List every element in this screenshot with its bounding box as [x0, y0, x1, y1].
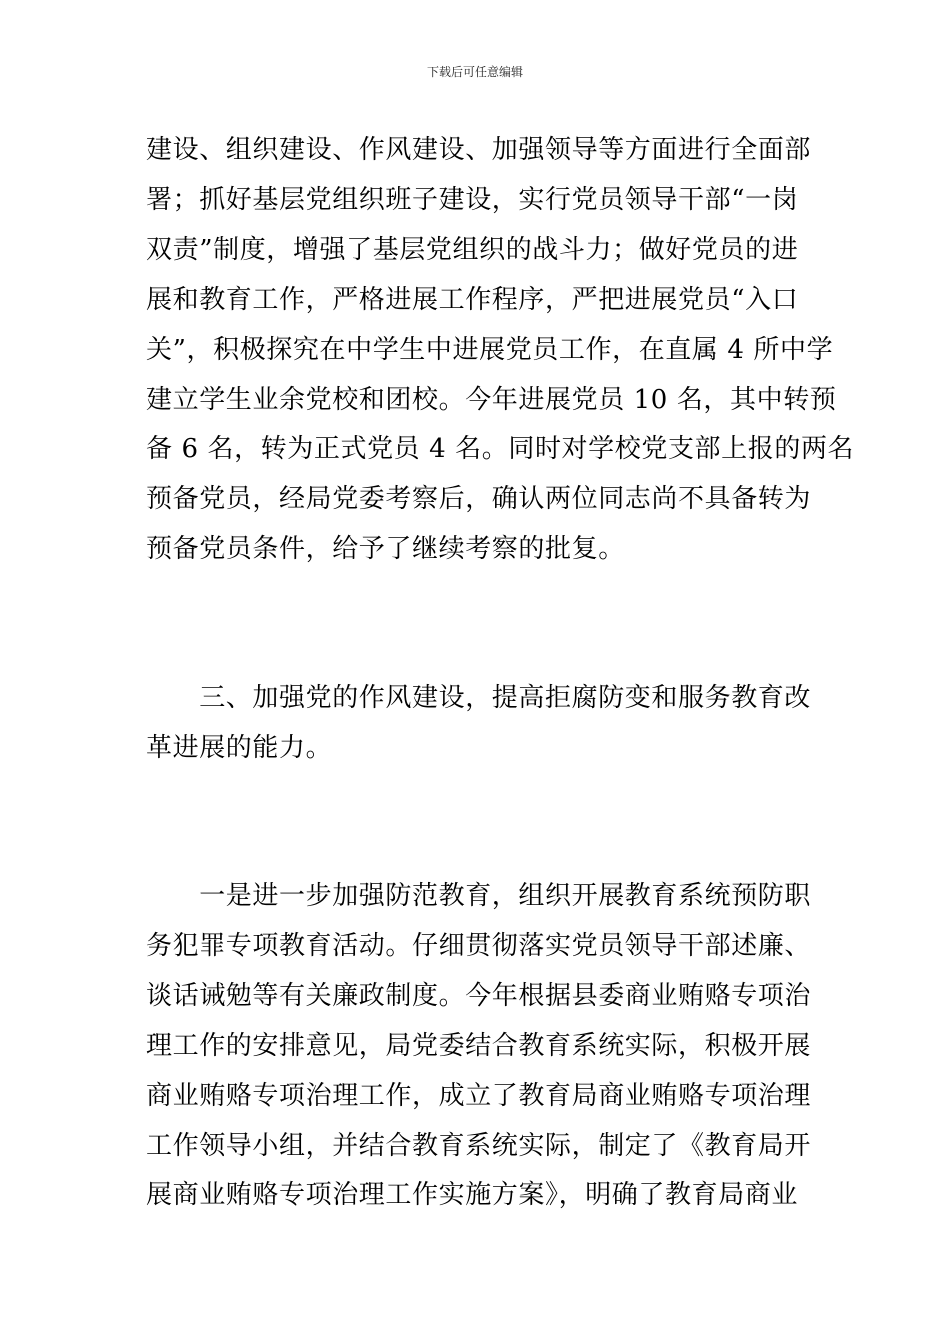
text-line: 谈话诫勉等有关廉政制度。今年根据县委商业贿赂专项治 [146, 981, 812, 1011]
text-line: 建设、组织建设、作风建设、加强领导等方面进行全面部 [146, 135, 812, 165]
heading-line: 三、加强党的作风建设，提高拒腐防变和服务教育改 [146, 683, 812, 713]
text-line: 务犯罪专项教育活动。仔细贯彻落实党员领导干部述廉、 [146, 931, 812, 961]
text-line: 署；抓好基层党组织班子建设，实行党员领导干部“一岗 [146, 185, 799, 215]
heading-line: 革进展的能力。 [146, 733, 333, 763]
text-line: 商业贿赂专项治理工作，成立了教育局商业贿赂专项治理 [146, 1081, 812, 1111]
text-line: 关”，积极探究在中学生中进展党员工作，在直属 4 所中学 [146, 335, 834, 365]
text-line: 展商业贿赂专项治理工作实施方案》，明确了教育局商业 [146, 1180, 799, 1210]
text-line: 建立学生业余党校和团校。今年进展党员 10 名，其中转预 [146, 385, 837, 415]
text-line: 工作领导小组，并结合教育系统实际，制定了《教育局开 [146, 1131, 812, 1161]
text-line: 预备党员，经局党委考察后，确认两位同志尚不具备转为 [146, 484, 812, 514]
text-line: 预备党员条件，给予了继续考察的批复。 [146, 534, 625, 564]
text-line: 展和教育工作，严格进展工作程序，严把进展党员“入口 [146, 285, 799, 315]
text-line: 备 6 名，转为正式党员 4 名。同时对学校党支部上报的两名 [146, 434, 855, 464]
page-header-note: 下载后可任意编辑 [426, 65, 523, 79]
text-line: 双责”制度，增强了基层党组织的战斗力；做好党员的进 [146, 235, 799, 265]
text-line: 理工作的安排意见，局党委结合教育系统实际，积极开展 [146, 1031, 812, 1061]
text-line: 一是进一步加强防范教育，组织开展教育系统预防职 [146, 881, 812, 911]
